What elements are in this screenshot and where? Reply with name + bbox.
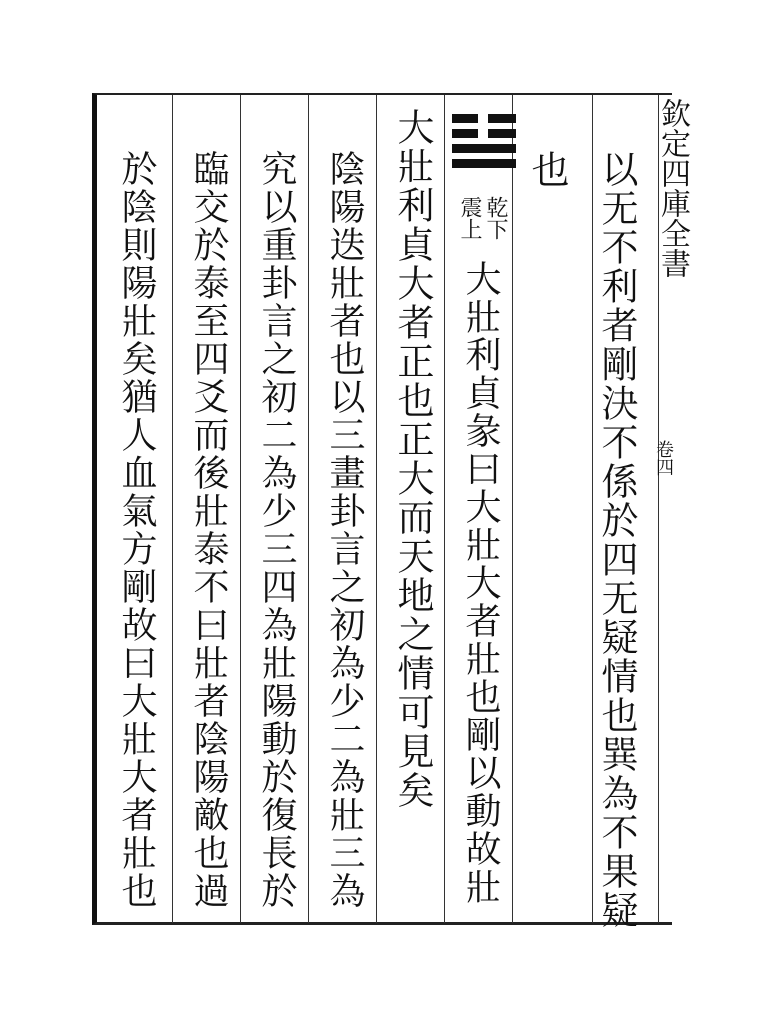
- column-rule: [376, 95, 377, 923]
- hexagram-line: [452, 114, 516, 123]
- text-column-7: 臨交於泰至四爻而後壯泰不曰壯者陰陽敵也過: [188, 150, 229, 910]
- hexagram-line: [452, 144, 516, 153]
- text-column-5: 陰陽迭壯者也以三畫卦言之初為少二為壯三為: [324, 150, 365, 910]
- text-column-6: 究以重卦言之初二為少三四為壯陽動於復長於: [256, 150, 297, 910]
- margin-volume: 卷四: [653, 440, 674, 476]
- column-rule: [172, 95, 173, 923]
- text-column-8: 於陰則陽壯矣猶人血氣方剛故曰大壯大者壯也: [116, 150, 157, 910]
- column-rule: [512, 95, 513, 923]
- column-rule: [240, 95, 241, 923]
- margin-title: 欽定四庫全書: [655, 98, 690, 278]
- hexagram-line: [452, 159, 516, 168]
- page-frame: [92, 93, 672, 925]
- text-column-1: 以无不利者剛決不係於四无疑情也巽為不果疑: [595, 150, 638, 930]
- hexagram-upper: 震上: [457, 196, 482, 240]
- hexagram-line: [452, 129, 516, 138]
- column-rule: [308, 95, 309, 923]
- column-rule: [444, 95, 445, 923]
- hexagram-lower: 乾下: [483, 196, 508, 240]
- hexagram-icon: [452, 114, 516, 194]
- column-rule: [592, 95, 593, 923]
- text-column-2: 也: [525, 150, 569, 190]
- text-column-3: 大壯利貞彖曰大壯大者壯也剛以動故壯: [460, 260, 501, 906]
- text-column-4: 大壯利貞大者正也正大而天地之情可見矣: [391, 108, 434, 810]
